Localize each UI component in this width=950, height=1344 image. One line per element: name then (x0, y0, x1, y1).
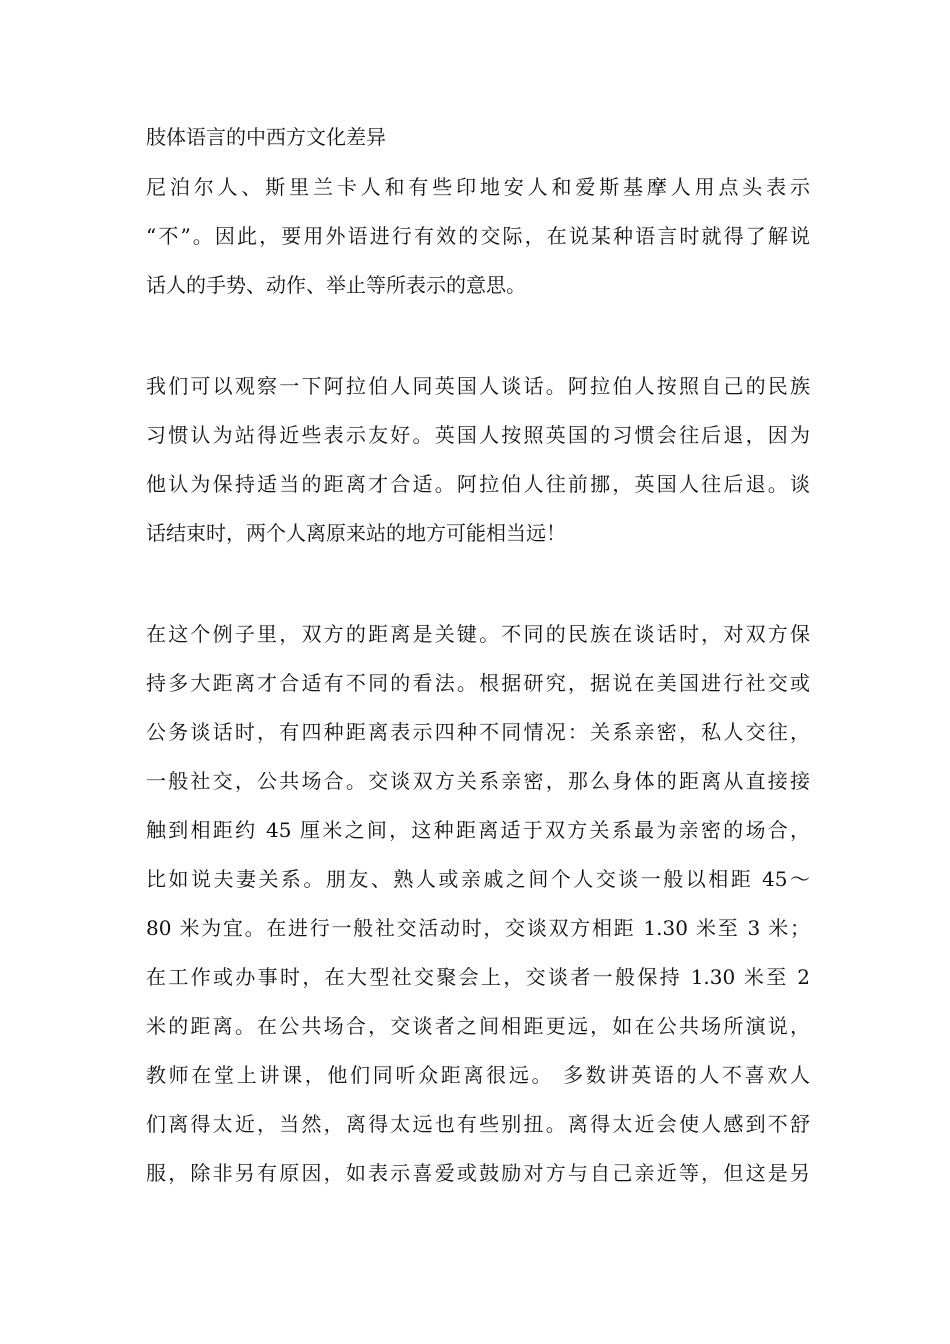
paragraph-2-line-3: 他认为保持适当的距离才合适。阿拉伯人往前挪，英国人往后退。谈 (146, 472, 810, 496)
paragraph-3-line-9: 米的距离。在公共场合，交谈者之间相距更远，如在公共场所演说， (146, 1014, 810, 1038)
paragraph-1-line-1: 尼泊尔人、斯里兰卡人和有些印地安人和爱斯基摩人用点头表示 (146, 175, 810, 199)
paragraph-1-line-3: 话人的手势、动作、举止等所表示的意思。 (146, 273, 526, 297)
paragraph-3-line-8: 在工作或办事时，在大型社交聚会上，交谈者一般保持 1.30 米至 2 (146, 965, 810, 989)
paragraph-3-line-2: 持多大距离才合适有不同的看法。根据研究，据说在美国进行社交或 (146, 671, 810, 695)
document-title: 肢体语言的中西方文化差异 (146, 125, 386, 149)
paragraph-2-line-4: 话结束时，两个人离原来站的地方可能相当远！ (146, 521, 566, 545)
paragraph-3-line-4: 一般社交，公共场合。交谈双方关系亲密，那么身体的距离从直接接 (146, 769, 810, 793)
paragraph-1-line-2: “不”。因此，要用外语进行有效的交际，在说某种语言时就得了解说 (146, 224, 810, 248)
paragraph-3-line-10: 教师在堂上讲课，他们同听众距离很远。 多数讲英语的人不喜欢人 (146, 1063, 810, 1087)
paragraph-3-line-7: 80 米为宜。在进行一般社交活动时，交谈双方相距 1.30 米至 3 米； (146, 916, 810, 940)
paragraph-2-line-1: 我们可以观察一下阿拉伯人同英国人谈话。阿拉伯人按照自己的民族 (146, 374, 810, 398)
paragraph-3-line-3: 公务谈话时，有四种距离表示四种不同情况：关系亲密，私人交往， (146, 720, 810, 744)
paragraph-3-line-12: 服，除非另有原因，如表示喜爱或鼓励对方与自己亲近等，但这是另 (146, 1161, 810, 1185)
paragraph-3-line-1: 在这个例子里，双方的距离是关键。不同的民族在谈话时，对双方保 (146, 622, 810, 646)
paragraph-3-line-6: 比如说夫妻关系。朋友、熟人或亲戚之间个人交谈一般以相距 45～ (146, 867, 810, 891)
paragraph-2-line-2: 习惯认为站得近些表示友好。英国人按照英国的习惯会往后退，因为 (146, 423, 810, 447)
paragraph-3-line-5: 触到相距约 45 厘米之间，这种距离适于双方关系最为亲密的场合， (146, 818, 810, 842)
paragraph-3-line-11: 们离得太近，当然，离得太远也有些别扭。离得太近会使人感到不舒 (146, 1112, 810, 1136)
